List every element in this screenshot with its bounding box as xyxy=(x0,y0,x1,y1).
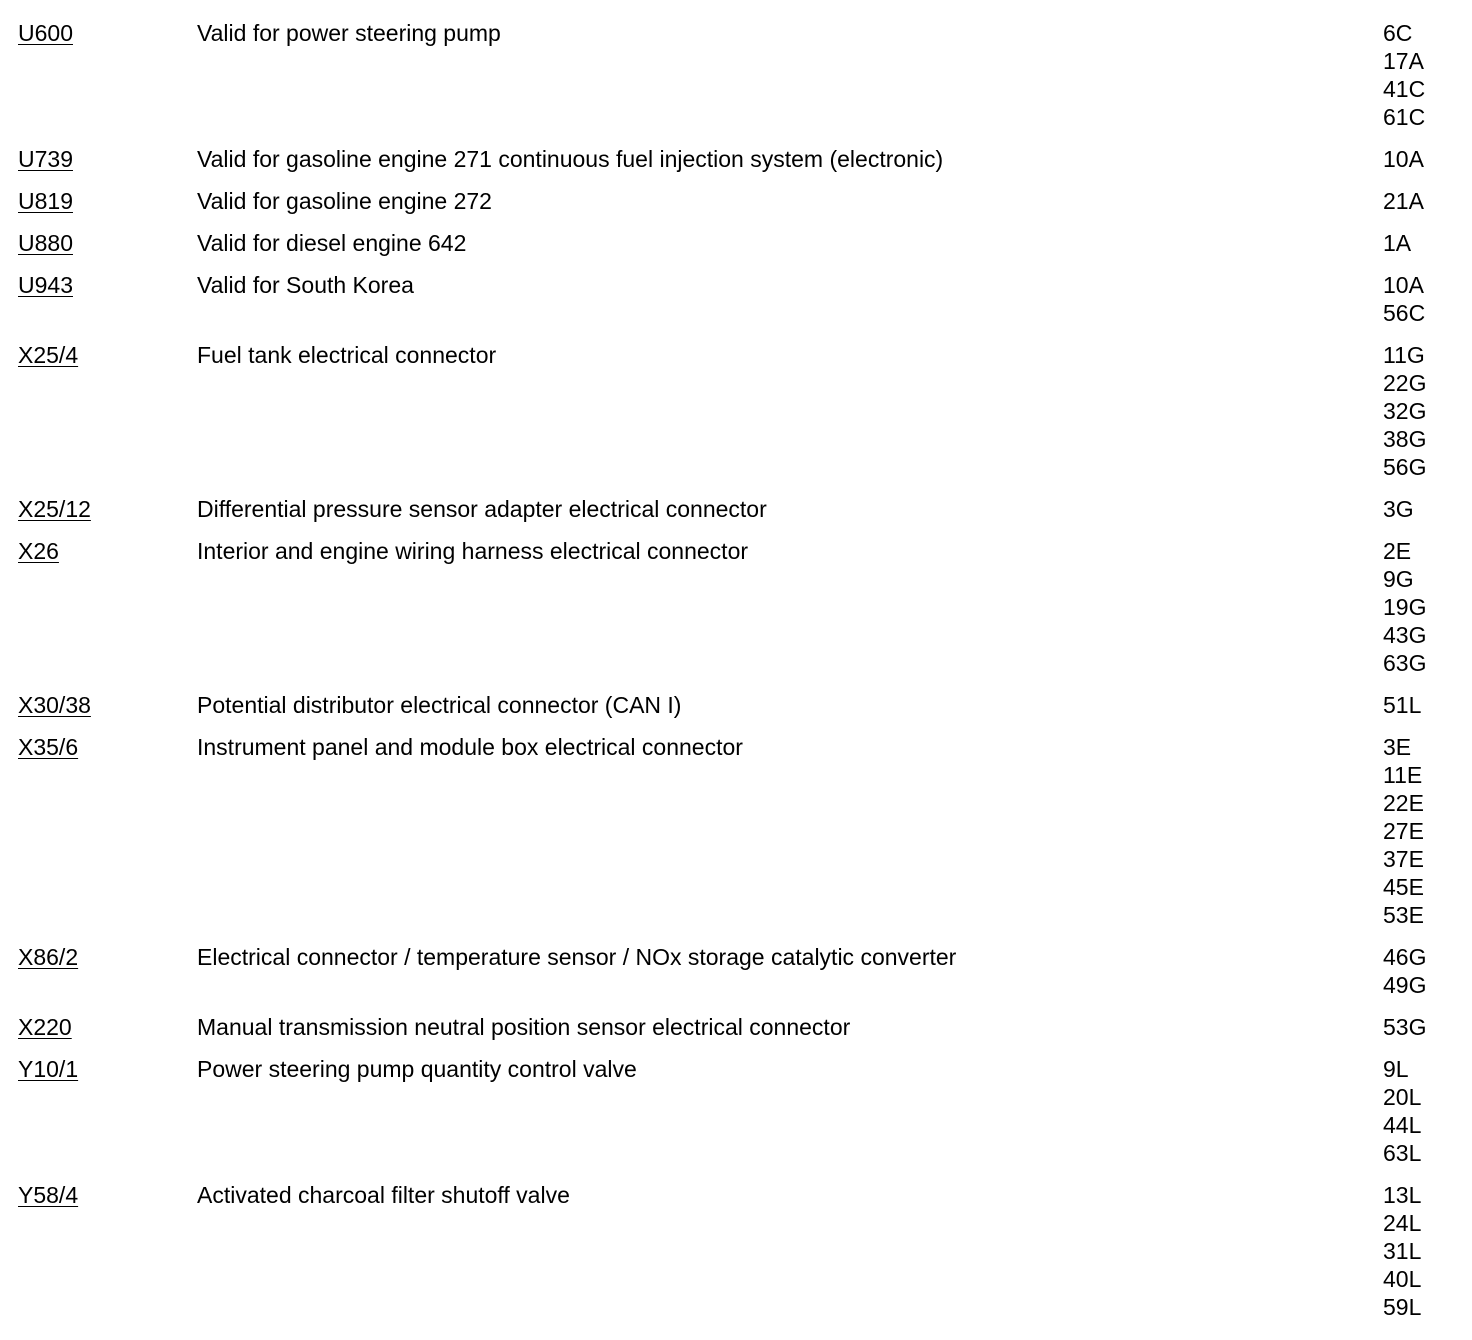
component-description: Valid for South Korea xyxy=(197,272,414,298)
component-code-link[interactable]: X86/2 xyxy=(18,944,79,970)
grid-coordinate: 51L xyxy=(1383,692,1422,718)
component-code-link[interactable]: U880 xyxy=(18,230,73,256)
component-code-link[interactable]: X35/6 xyxy=(18,734,79,760)
grid-coordinate: 10A xyxy=(1383,272,1424,298)
grid-coordinate: 53G xyxy=(1383,1014,1427,1040)
legend-row xyxy=(0,341,1472,481)
grid-coordinate: 11E xyxy=(1383,762,1423,788)
grid-coordinate: 13L xyxy=(1383,1182,1422,1208)
grid-coordinate: 27E xyxy=(1383,818,1424,844)
legend-row xyxy=(0,229,1472,257)
legend-row xyxy=(0,691,1472,719)
grid-coordinates xyxy=(1383,537,1426,677)
component-code-link[interactable]: U739 xyxy=(18,146,73,172)
grid-coordinate: 22E xyxy=(1383,790,1424,816)
grid-coordinates xyxy=(1383,19,1425,131)
grid-coordinate: 17A xyxy=(1383,48,1424,74)
grid-coordinates xyxy=(1383,145,1424,173)
component-description: Activated charcoal filter shutoff valve xyxy=(197,1182,570,1208)
component-description: Differential pressure sensor adapter electrical connector xyxy=(197,496,767,522)
component-code-link[interactable]: Y10/1 xyxy=(18,1056,79,1082)
component-legend-table xyxy=(0,19,1472,1335)
grid-coordinate: 43G xyxy=(1383,622,1427,648)
legend-row xyxy=(0,1055,1472,1167)
grid-coordinate: 11G xyxy=(1383,342,1425,368)
component-description: Valid for power steering pump xyxy=(197,20,501,46)
grid-coordinates xyxy=(1383,1181,1421,1321)
grid-coordinate: 31L xyxy=(1383,1238,1422,1264)
grid-coordinate: 3E xyxy=(1383,734,1412,760)
component-description: Valid for gasoline engine 272 xyxy=(197,188,492,214)
grid-coordinate: 63L xyxy=(1383,1140,1422,1166)
grid-coordinates xyxy=(1383,1013,1426,1041)
grid-coordinate: 9L xyxy=(1383,1056,1409,1082)
component-description: Potential distributor electrical connector (CAN I) xyxy=(197,692,682,718)
component-description: Manual transmission neutral position sensor electrical connector xyxy=(197,1014,851,1040)
grid-coordinates xyxy=(1383,733,1424,929)
grid-coordinate: 20L xyxy=(1383,1084,1422,1110)
grid-coordinate: 22G xyxy=(1383,370,1427,396)
grid-coordinates xyxy=(1383,187,1424,215)
grid-coordinate: 40L xyxy=(1383,1266,1422,1292)
legend-row xyxy=(0,495,1472,523)
grid-coordinate: 24L xyxy=(1383,1210,1422,1236)
grid-coordinate: 61C xyxy=(1383,104,1426,130)
grid-coordinate: 32G xyxy=(1383,398,1427,424)
component-code-link[interactable]: X30/38 xyxy=(18,692,91,718)
component-description: Fuel tank electrical connector xyxy=(197,342,497,368)
legend-row xyxy=(0,271,1472,327)
component-description: Power steering pump quantity control valve xyxy=(197,1056,637,1082)
component-description: Instrument panel and module box electrical connector xyxy=(197,734,743,760)
grid-coordinates xyxy=(1383,341,1426,481)
grid-coordinate: 56C xyxy=(1383,300,1426,326)
legend-row xyxy=(0,1013,1472,1041)
grid-coordinates xyxy=(1383,229,1411,257)
legend-row xyxy=(0,19,1472,131)
grid-coordinate: 59L xyxy=(1383,1294,1422,1320)
grid-coordinate: 2E xyxy=(1383,538,1412,564)
legend-row xyxy=(0,943,1472,999)
component-code-link[interactable]: X26 xyxy=(18,538,59,564)
grid-coordinates xyxy=(1383,1055,1421,1167)
grid-coordinates xyxy=(1383,271,1425,327)
grid-coordinate: 21A xyxy=(1383,188,1424,214)
grid-coordinate: 46G xyxy=(1383,944,1427,970)
component-code-link[interactable]: X25/12 xyxy=(18,496,91,522)
grid-coordinate: 63G xyxy=(1383,650,1427,676)
grid-coordinate: 56G xyxy=(1383,454,1427,480)
grid-coordinate: 1A xyxy=(1383,230,1412,256)
component-description: Valid for gasoline engine 271 continuous fuel injection system (electronic) xyxy=(197,146,944,172)
component-description: Electrical connector / temperature sensor / NOx storage catalytic converter xyxy=(197,944,957,970)
grid-coordinate: 19G xyxy=(1383,594,1427,620)
grid-coordinates xyxy=(1383,691,1421,719)
grid-coordinate: 9G xyxy=(1383,566,1414,592)
grid-coordinates xyxy=(1383,495,1414,523)
component-description: Interior and engine wiring harness electrical connector xyxy=(197,538,749,564)
grid-coordinate: 10A xyxy=(1383,146,1424,172)
grid-coordinate: 3G xyxy=(1383,496,1414,522)
grid-coordinate: 6C xyxy=(1383,20,1413,46)
grid-coordinates xyxy=(1383,943,1426,999)
component-code-link[interactable]: X25/4 xyxy=(18,342,79,368)
grid-coordinate: 37E xyxy=(1383,846,1424,872)
component-code-link[interactable]: U600 xyxy=(18,20,73,46)
legend-row xyxy=(0,145,1472,173)
component-code-link[interactable]: X220 xyxy=(18,1014,72,1040)
grid-coordinate: 44L xyxy=(1383,1112,1422,1138)
grid-coordinate: 41C xyxy=(1383,76,1426,102)
legend-row xyxy=(0,537,1472,677)
grid-coordinate: 53E xyxy=(1383,902,1424,928)
grid-coordinate: 49G xyxy=(1383,972,1427,998)
grid-coordinate: 38G xyxy=(1383,426,1427,452)
component-code-link[interactable]: U819 xyxy=(18,188,73,214)
component-code-link[interactable]: U943 xyxy=(18,272,73,298)
grid-coordinate: 45E xyxy=(1383,874,1424,900)
legend-row xyxy=(0,187,1472,215)
legend-row xyxy=(0,1181,1472,1321)
legend-row xyxy=(0,733,1472,929)
component-code-link[interactable]: Y58/4 xyxy=(18,1182,79,1208)
component-description: Valid for diesel engine 642 xyxy=(197,230,467,256)
